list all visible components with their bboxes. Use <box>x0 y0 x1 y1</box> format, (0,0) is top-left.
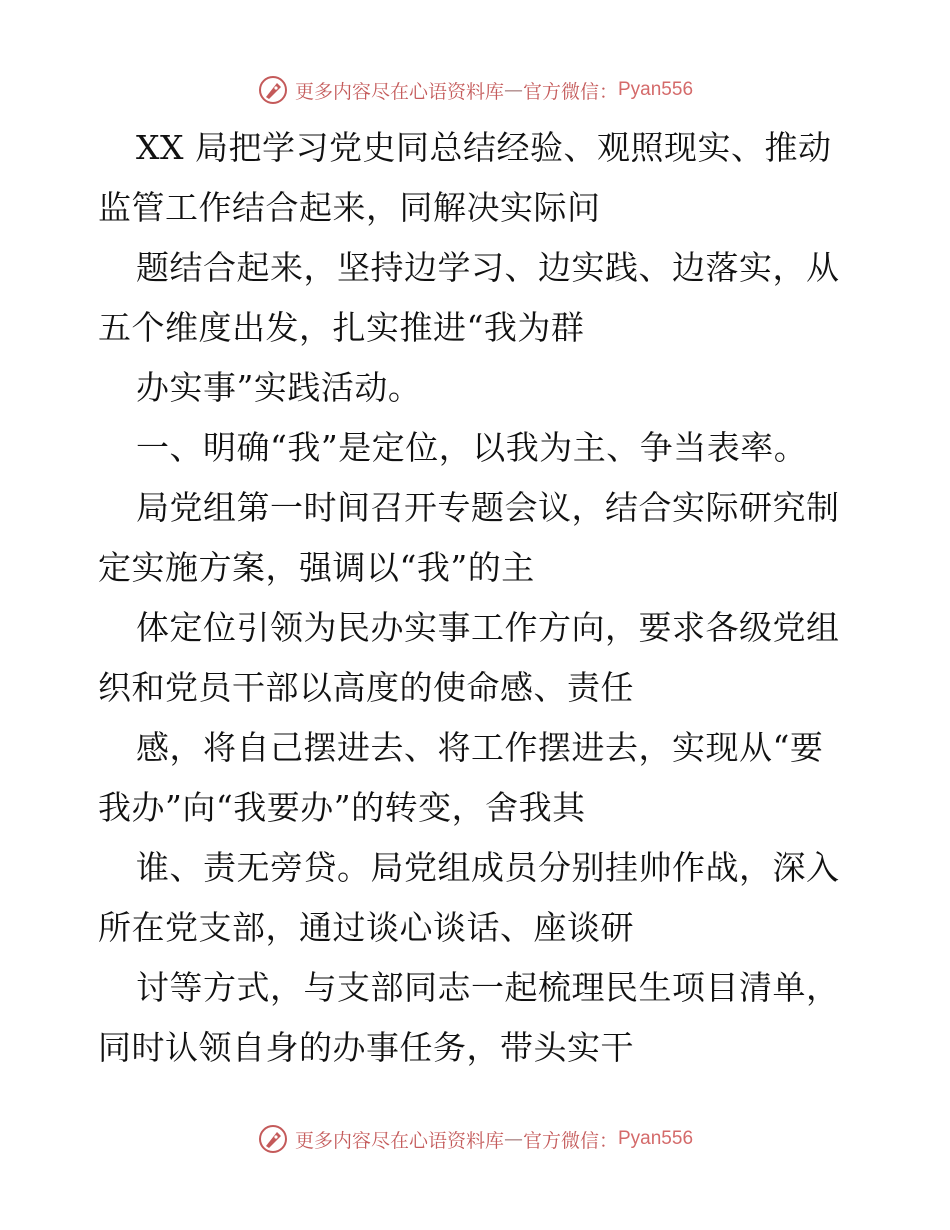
pen-nib-logo-icon <box>257 74 289 106</box>
text-line-14: 所在党支部，通过谈心谈话、座谈研 <box>98 908 634 947</box>
text-line-13: 谁、责无旁贷。局党组成员分别挂帅作战，深入 <box>136 848 840 887</box>
watermark-text: 更多内容尽在心语资料库 <box>294 80 504 103</box>
watermark-wechat-label: 官方微信： <box>522 80 618 103</box>
watermark-dash: — <box>503 79 523 101</box>
pen-nib-logo-icon <box>257 1123 289 1155</box>
watermark-wechat-id: Pyan556 <box>618 1128 694 1149</box>
text-line-11: 感，将自己摆进去、将工作摆进去，实现从“要 <box>136 728 824 767</box>
text-line-5: 办实事”实践活动。 <box>136 368 422 407</box>
header-watermark <box>0 70 950 110</box>
watermark-text: 更多内容尽在心语资料库 <box>294 1129 504 1152</box>
footer-watermark <box>0 1119 950 1159</box>
text-line-15: 讨等方式，与支部同志一起梳理民生项目清单， <box>136 968 840 1007</box>
watermark-dash: — <box>503 1128 523 1150</box>
text-line-12: 我办”向“我要办”的转变，舍我其 <box>98 788 586 827</box>
watermark-wechat-label: 官方微信： <box>522 1129 618 1152</box>
document-body <box>98 118 898 1078</box>
text-line-9: 体定位引领为民办实事工作方向，要求各级党组 <box>136 608 840 647</box>
text-line-10: 织和党员干部以高度的使命感、责任 <box>98 668 634 707</box>
text-line-4: 五个维度出发，扎实推进“我为群 <box>98 308 585 347</box>
text-line-7: 局党组第一时间召开专题会议，结合实际研究制 <box>136 488 840 527</box>
section-heading-1: 一、明确“我”是定位，以我为主、争当表率。 <box>136 428 808 467</box>
text-line-2: 监管工作结合起来，同解决实际问 <box>98 188 601 227</box>
watermark-wechat-id: Pyan556 <box>618 79 694 100</box>
text-line-3: 题结合起来，坚持边学习、边实践、边落实，从 <box>136 248 840 287</box>
text-line-1: XX 局把学习党史同总结经验、观照现实、推动 <box>136 128 832 167</box>
text-line-16: 同时认领自身的办事任务，带头实干 <box>98 1028 634 1067</box>
text-line-8: 定实施方案，强调以“我”的主 <box>98 548 535 587</box>
